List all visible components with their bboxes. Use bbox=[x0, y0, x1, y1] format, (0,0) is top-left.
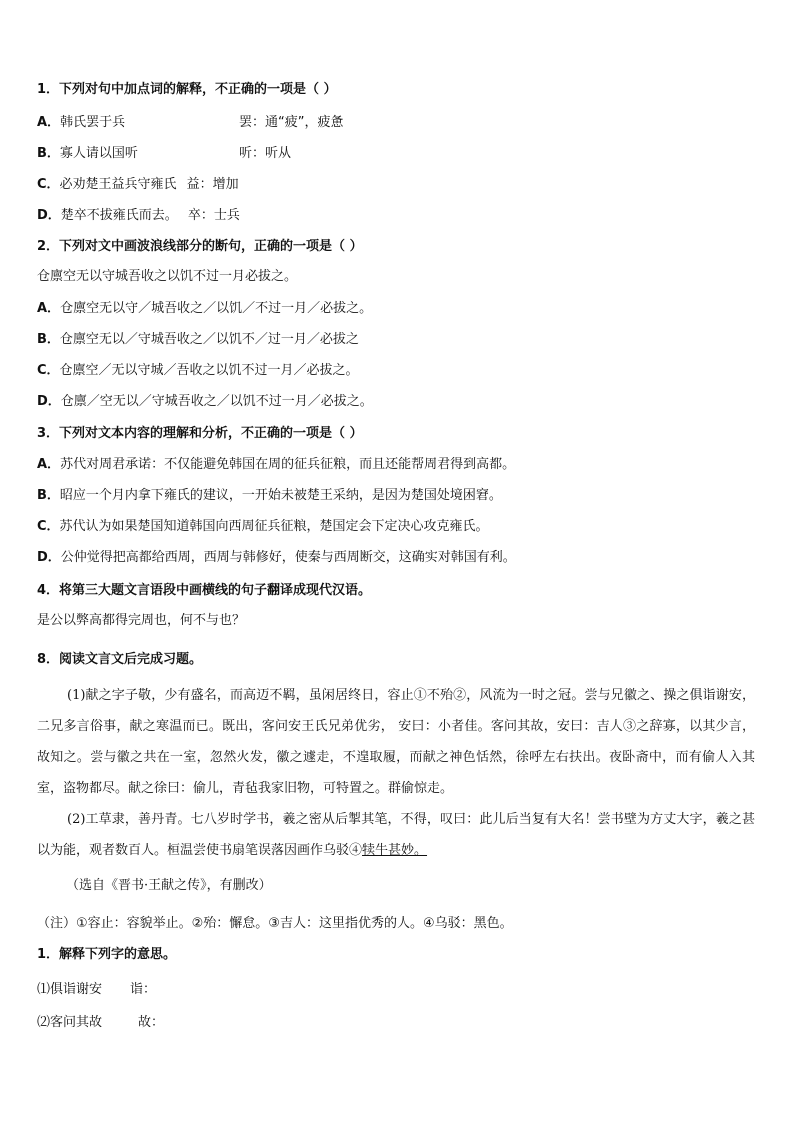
classical-passage bbox=[37, 680, 755, 866]
underlined-sentence: 犊牛甚妙。 bbox=[362, 843, 428, 858]
option-label: B． bbox=[37, 488, 60, 503]
option-text: 必劝楚王益兵守雍氏 bbox=[59, 177, 177, 192]
passage-paragraph-1: (1)献之字子敬，少有盛名，而高迈不羁，虽闲居终日，容止①不殆②，风流为一时之冠。尝与兄徽之、操之俱诣谢安，二兄多言俗事，献之寒温而已。既出，客问安王氏兄弟优劣， 安曰：小者佳。客问其故，安曰：吉人③之辞寡，以其少言，故知之。尝与徽之共在一室，忽然火发，徽之遽走，不遑取履，而献之神色恬然，徐呼左右扶出。夜卧斋中，而有偷人入其室，盗物都尽。献之徐曰：偷儿，青毡我家旧物，可特置之。群偷惊走。 bbox=[37, 688, 755, 796]
passage-source: （选自《晋书·王献之传》，有删改） bbox=[66, 878, 272, 893]
option-text: 楚卒不拔雍氏而去。 bbox=[60, 208, 178, 223]
option-label: D． bbox=[37, 208, 61, 223]
option-text: 苏代认为如果楚国知道韩国向西周征兵征粮，楚国定会下定决心攻克雍氏。 bbox=[59, 519, 489, 534]
option-text: 寡人请以国听 bbox=[59, 146, 138, 161]
option-label: B． bbox=[37, 332, 60, 347]
q2-option-c bbox=[37, 362, 359, 380]
q3-option-c bbox=[37, 518, 489, 536]
option-gloss: 益：增加 bbox=[186, 177, 239, 192]
q2-option-d bbox=[37, 393, 373, 411]
option-gloss: 罢：通“疲”，疲惫 bbox=[239, 115, 344, 130]
option-label: A． bbox=[37, 301, 61, 316]
item-1-text: ⑴俱诣谢安 bbox=[37, 982, 103, 997]
question-1-stem: 1．下列对句中加点词的解释，不正确的一项是（ ） bbox=[37, 82, 337, 97]
question-3-stem: 3．下列对文本内容的理解和分析，不正确的一项是（ ） bbox=[37, 426, 363, 441]
annotation-notes: （注）①容止：容貌举止。②殆：懈怠。③吉人：这里指优秀的人。④乌驳：黑色。 bbox=[37, 916, 513, 931]
option-text: 仓廪空无以／守城吾收之／以饥不／过一月／必拔之 bbox=[59, 332, 359, 347]
item-1-label: 诣： bbox=[130, 982, 157, 997]
option-label: D． bbox=[37, 394, 61, 409]
q2-option-b bbox=[37, 331, 359, 349]
q3-option-a bbox=[37, 456, 515, 474]
option-text: 苏代对周君承诺：不仅能避免韩国在周的征兵征粮，而且还能帮周君得到高都。 bbox=[60, 457, 516, 472]
option-text: 仓廪空／无以守城／吾收之以饥不过一月／必拔之。 bbox=[59, 363, 359, 378]
question-8-stem: 8．阅读文言文后完成习题。 bbox=[37, 652, 203, 667]
option-label: D． bbox=[37, 550, 61, 565]
option-label: C． bbox=[37, 363, 60, 378]
q2-option-a bbox=[37, 300, 372, 318]
option-gloss: 听：听从 bbox=[239, 146, 292, 161]
q1-option-c bbox=[37, 176, 239, 194]
option-label: A． bbox=[37, 457, 61, 472]
q1-option-d bbox=[37, 207, 240, 225]
question-2-stem: 2．下列对文中画波浪线部分的断句，正确的一项是（ ） bbox=[37, 239, 363, 254]
option-text: 仓廪／空无以／守城吾收之／以饥不过一月／必拔之。 bbox=[60, 394, 373, 409]
sub-question-1: 1．解释下列字的意思。 bbox=[37, 947, 177, 962]
item-2-label: 故： bbox=[138, 1015, 165, 1030]
q1-option-a bbox=[37, 114, 344, 132]
paragraph-2-text: (2)工草隶，善丹青。七八岁时学书，羲之密从后掣其笔，不得，叹曰：此儿后当复有大名！尝书壁为方丈大字，羲之甚以为能，观者数百人。桓温尝使书扇笔误落因画作乌驳④ bbox=[37, 812, 755, 858]
q2-sentence: 仓廪空无以守城吾收之以饥不过一月必拔之。 bbox=[37, 269, 298, 284]
option-label: B． bbox=[37, 146, 60, 161]
passage-paragraph-2 bbox=[37, 804, 755, 866]
option-text: 公仲觉得把高都给西周，西周与韩修好，使秦与西周断交，这确实对韩国有利。 bbox=[60, 550, 516, 565]
option-label: A． bbox=[37, 115, 61, 130]
option-label: C． bbox=[37, 519, 60, 534]
q3-option-d bbox=[37, 549, 516, 567]
option-text: 昭应一个月内拿下雍氏的建议，一开始未被楚王采纳，是因为楚国处境困窘。 bbox=[59, 488, 502, 503]
option-text: 韩氏罢于兵 bbox=[60, 115, 126, 130]
q1-option-b bbox=[37, 145, 292, 163]
q3-option-b bbox=[37, 487, 502, 505]
option-text: 仓廪空无以守／城吾收之／以饥／不过一月／必拔之。 bbox=[60, 301, 373, 316]
option-gloss: 卒：士兵 bbox=[187, 208, 240, 223]
item-2-text: ⑵客问其故 bbox=[37, 1015, 103, 1030]
q4-sentence: 是公以弊高都得完周也，何不与也？ bbox=[37, 613, 246, 628]
option-label: C． bbox=[37, 177, 60, 192]
question-4-stem: 4．将第三大题文言语段中画横线的句子翻译成现代汉语。 bbox=[37, 583, 372, 598]
